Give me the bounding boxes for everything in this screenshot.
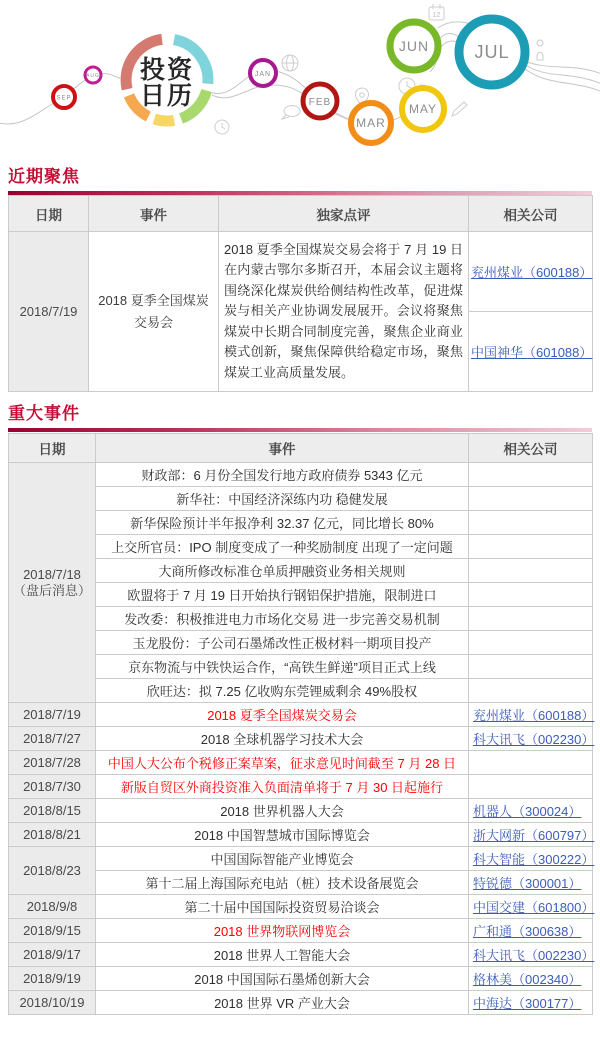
event-date: 2018/7/28 bbox=[9, 751, 96, 775]
event-row bbox=[9, 991, 593, 1015]
svg-text:JAN: JAN bbox=[254, 71, 272, 78]
event-company-cell bbox=[469, 727, 593, 751]
month-may bbox=[402, 88, 444, 130]
event-row bbox=[9, 511, 593, 535]
event-title: 第十二届上海国际充电站（桩）技术设备展览会 bbox=[96, 871, 469, 895]
event-row bbox=[9, 799, 593, 823]
globe-icon bbox=[282, 55, 298, 71]
event-row bbox=[9, 895, 593, 919]
event-row bbox=[9, 871, 593, 895]
event-row bbox=[9, 847, 593, 871]
event-date: 2018/9/17 bbox=[9, 943, 96, 967]
company-link[interactable]: 兖州煤业（600188） bbox=[471, 265, 593, 280]
event-date: 2018/7/19 bbox=[9, 703, 96, 727]
event-date: 2018/9/15 bbox=[9, 919, 96, 943]
event-title: 欧盟将于 7 月 19 日开始执行钢铝保护措施，限制进口 bbox=[96, 583, 469, 607]
focus-company-cell bbox=[469, 232, 593, 312]
svg-text:JUL: JUL bbox=[474, 42, 510, 62]
event-row bbox=[9, 967, 593, 991]
event-company-cell bbox=[469, 967, 593, 991]
event-company-cell bbox=[469, 463, 593, 487]
event-title: 中国国际智能产业博览会 bbox=[96, 847, 469, 871]
logo-arc-yellow bbox=[154, 119, 174, 121]
event-company-cell bbox=[469, 631, 593, 655]
company-link[interactable]: 机器人（300024） bbox=[473, 804, 582, 819]
svg-text:MAR: MAR bbox=[356, 116, 386, 130]
chat-bubble-icon bbox=[282, 106, 300, 120]
event-row bbox=[9, 703, 593, 727]
logo-text-line1: 投资 bbox=[139, 56, 195, 84]
pencil-icon bbox=[452, 102, 467, 116]
event-title: 新版自贸区外商投资准入负面清单将于 7 月 30 日起施行 bbox=[96, 775, 469, 799]
event-title: 第二十届中国国际投资贸易洽谈会 bbox=[96, 895, 469, 919]
company-link[interactable]: 兖州煤业（600188） bbox=[473, 708, 595, 723]
event-date: 2018/8/23 bbox=[9, 847, 96, 895]
event-company-cell bbox=[469, 823, 593, 847]
event-row bbox=[9, 487, 593, 511]
event-date: 2018/7/30 bbox=[9, 775, 96, 799]
clock-icon-2 bbox=[215, 120, 229, 134]
svg-text:JUN: JUN bbox=[398, 38, 430, 54]
event-company-cell bbox=[469, 919, 593, 943]
svg-text:AUG: AUG bbox=[86, 73, 100, 79]
event-row bbox=[9, 775, 593, 799]
company-link[interactable]: 广和通（300638） bbox=[473, 924, 582, 939]
section-divider bbox=[8, 428, 592, 432]
event-row bbox=[9, 727, 593, 751]
event-title: 玉龙股份：子公司石墨烯改性正极材料一期项目投产 bbox=[96, 631, 469, 655]
company-link[interactable]: 中国交建（601800） bbox=[473, 900, 595, 915]
event-row bbox=[9, 943, 593, 967]
event-company-cell bbox=[469, 655, 593, 679]
month-jan bbox=[250, 60, 276, 86]
event-company-cell bbox=[469, 847, 593, 871]
event-row bbox=[9, 535, 593, 559]
event-company-cell bbox=[469, 751, 593, 775]
event-title: 财政部：6 月份全国发行地方政府债券 5343 亿元 bbox=[96, 463, 469, 487]
event-title: 2018 世界物联网博览会 bbox=[96, 919, 469, 943]
major-events-title: 重大事件 bbox=[8, 404, 80, 423]
event-row bbox=[9, 655, 593, 679]
event-title: 2018 世界人工智能大会 bbox=[96, 943, 469, 967]
company-link[interactable]: 科大讯飞（002230） bbox=[473, 732, 595, 747]
event-title: 2018 中国国际石墨烯创新大会 bbox=[96, 967, 469, 991]
company-link[interactable]: 浙大网新（600797） bbox=[473, 828, 595, 843]
event-row bbox=[9, 559, 593, 583]
event-title: 新华社：中国经济深练内功 稳健发展 bbox=[96, 487, 469, 511]
event-company-cell bbox=[469, 871, 593, 895]
event-company-cell bbox=[469, 511, 593, 535]
table-header-row bbox=[9, 434, 593, 463]
event-row bbox=[9, 823, 593, 847]
event-title: 京东物流与中铁快运合作，“高铁生鲜递”项目正式上线 bbox=[96, 655, 469, 679]
month-jul bbox=[459, 19, 525, 85]
event-title: 2018 夏季全国煤炭交易会 bbox=[96, 703, 469, 727]
event-title: 新华保险预计半年报净利 32.37 亿元，同比增长 80% bbox=[96, 511, 469, 535]
calendar-logo bbox=[120, 33, 214, 127]
event-company-cell bbox=[469, 799, 593, 823]
event-title: 2018 世界 VR 产业大会 bbox=[96, 991, 469, 1015]
event-row bbox=[9, 583, 593, 607]
major-events-body bbox=[9, 463, 593, 1015]
event-company-cell bbox=[469, 943, 593, 967]
recent-focus-table bbox=[8, 195, 593, 392]
event-date: 2018/10/19 bbox=[9, 991, 96, 1015]
event-company-cell bbox=[469, 559, 593, 583]
event-title: 2018 全球机器学习技术大会 bbox=[96, 727, 469, 751]
event-row bbox=[9, 631, 593, 655]
event-title: 欣旺达：拟 7.25 亿收购东莞锂威剩余 49%股权 bbox=[96, 679, 469, 703]
company-link[interactable]: 中海达（300177） bbox=[473, 996, 582, 1011]
event-title: 大商所修改标准仓单质押融资业务相关规则 bbox=[96, 559, 469, 583]
focus-event: 2018 夏季全国煤炭交易会 bbox=[89, 232, 219, 392]
column-header-date: 日期 bbox=[9, 434, 96, 463]
event-date: 2018/7/27 bbox=[9, 727, 96, 751]
event-title: 2018 中国智慧城市国际博览会 bbox=[96, 823, 469, 847]
svg-text:MAY: MAY bbox=[408, 102, 438, 116]
investment-calendar-banner bbox=[0, 0, 600, 155]
event-company-cell bbox=[469, 583, 593, 607]
company-link[interactable]: 特锐德（300001） bbox=[473, 876, 582, 891]
company-link[interactable]: 科大讯飞（002230） bbox=[473, 948, 595, 963]
month-aug bbox=[85, 67, 101, 83]
month-mar bbox=[351, 103, 391, 143]
event-date-note: （盘后消息） bbox=[12, 582, 91, 598]
focus-row bbox=[9, 232, 593, 312]
column-header-company: 相关公司 bbox=[469, 196, 593, 232]
month-feb bbox=[303, 84, 337, 118]
calendar-icon bbox=[429, 4, 444, 20]
table-header-row bbox=[9, 196, 593, 232]
recent-focus-title: 近期聚焦 bbox=[8, 167, 80, 186]
svg-text:12: 12 bbox=[432, 12, 441, 19]
event-title: 2018 世界机器人大会 bbox=[96, 799, 469, 823]
logo-text-line2: 日历 bbox=[139, 82, 195, 110]
event-company-cell bbox=[469, 991, 593, 1015]
company-link[interactable]: 格林美（002340） bbox=[473, 972, 582, 987]
event-row bbox=[9, 607, 593, 631]
event-title: 上交所官员：IPO 制度变成了一种奖励制度 出现了一定问题 bbox=[96, 535, 469, 559]
event-date: 2018/9/19 bbox=[9, 967, 96, 991]
event-row bbox=[9, 463, 593, 487]
column-header-event: 事件 bbox=[96, 434, 469, 463]
column-header-date: 日期 bbox=[9, 196, 89, 232]
event-company-cell bbox=[469, 679, 593, 703]
column-header-event: 事件 bbox=[89, 196, 219, 232]
company-link[interactable]: 科大智能（300222） bbox=[473, 852, 595, 867]
focus-date: 2018/7/19 bbox=[9, 232, 89, 392]
focus-company-cell bbox=[469, 312, 593, 392]
event-date: 2018/8/15 bbox=[9, 799, 96, 823]
focus-comment: 2018 夏季全国煤炭交易会将于 7 月 19 日在内蒙古鄂尔多斯召开，本届会议主题将围绕深化煤炭供给侧结构性改革，促进煤炭与相关产业协调发展展开。会议将聚焦煤炭中长期合同制度完善，聚焦企业商业模式创新，聚焦保障供给稳定市场，聚焦煤炭工业高质量发展。 bbox=[219, 232, 469, 392]
banner-graphic bbox=[0, 0, 600, 155]
svg-text:SEP: SEP bbox=[56, 95, 72, 102]
column-header-company: 相关公司 bbox=[469, 434, 593, 463]
event-company-cell bbox=[469, 535, 593, 559]
month-jun bbox=[390, 22, 438, 70]
event-row bbox=[9, 919, 593, 943]
svg-text:FEB: FEB bbox=[308, 97, 332, 108]
event-title: 中国人大公布个税修正案草案，征求意见时间截至 7 月 28 日 bbox=[96, 751, 469, 775]
event-company-cell bbox=[469, 895, 593, 919]
major-events-table bbox=[8, 433, 593, 1015]
event-date: 2018/8/21 bbox=[9, 823, 96, 847]
event-title: 发改委：积极推进电力市场化交易 进一步完善交易机制 bbox=[96, 607, 469, 631]
event-company-cell bbox=[469, 487, 593, 511]
company-link[interactable]: 中国神华（601088） bbox=[471, 345, 593, 360]
event-company-cell bbox=[469, 703, 593, 727]
event-row bbox=[9, 751, 593, 775]
event-date: 2018/9/8 bbox=[9, 895, 96, 919]
person-icon bbox=[537, 40, 543, 60]
event-company-cell bbox=[469, 775, 593, 799]
column-header-comment: 独家点评 bbox=[219, 196, 469, 232]
event-date: 2018/7/18 （盘后消息） bbox=[9, 463, 96, 703]
month-sep bbox=[53, 86, 75, 108]
event-company-cell bbox=[469, 607, 593, 631]
event-row bbox=[9, 679, 593, 703]
